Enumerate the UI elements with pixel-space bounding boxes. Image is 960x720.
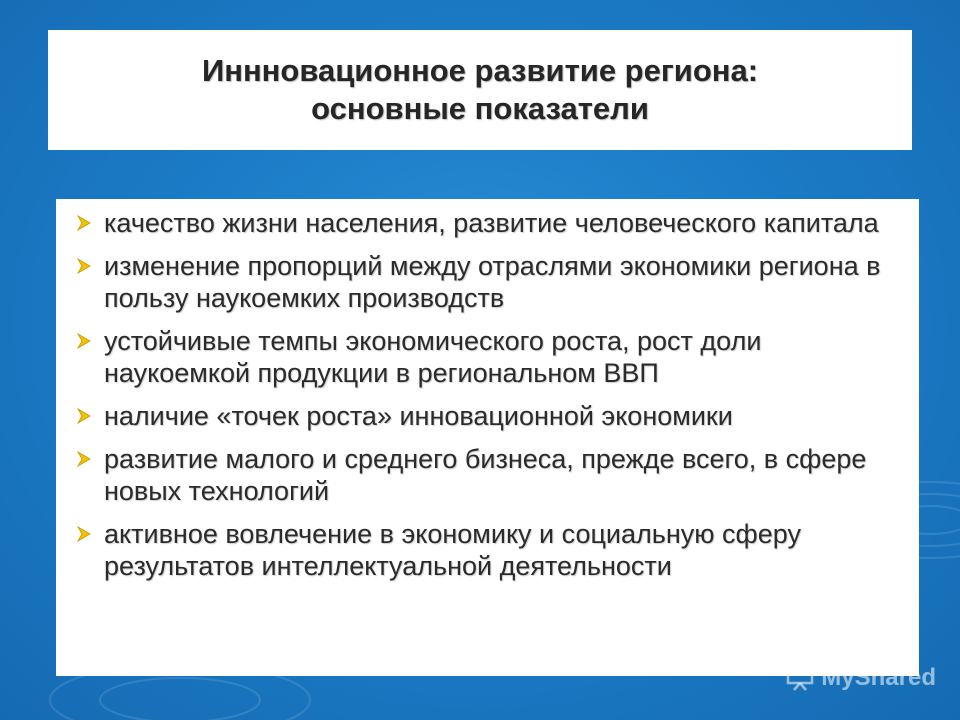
- list-item-text: устойчивые темпы экономического роста, рост доли наукоемкой продукции в региональном ВВП: [104, 326, 762, 388]
- arrowhead-bullet-icon: [76, 408, 92, 424]
- content-panel: [56, 199, 919, 676]
- arrowhead-bullet-icon: [76, 333, 92, 349]
- list-item: [72, 400, 903, 432]
- list-item-text: развитие малого и среднего бизнеса, прежде всего, в сфере новых технологий: [104, 444, 867, 506]
- arrowhead-bullet-icon: [76, 258, 92, 274]
- list-item: [72, 443, 903, 507]
- list-item-text: изменение пропорций между отраслями экономики региона в пользу наукоемких производств: [104, 251, 881, 313]
- slide-title-line-1: Иннновационное развитие региона:: [201, 53, 759, 88]
- indicator-list: [72, 207, 903, 582]
- slide-title-line-2: основные показатели: [311, 91, 649, 126]
- myshared-watermark: [785, 664, 936, 692]
- watermark-text: MyShared: [821, 664, 936, 691]
- list-item: [72, 518, 903, 582]
- title-panel: [48, 30, 912, 150]
- list-item-text: качество жизни населения, развитие человеческого капитала: [104, 208, 879, 238]
- arrowhead-bullet-icon: [76, 215, 92, 231]
- arrowhead-bullet-icon: [76, 526, 92, 542]
- list-item-text: наличие «точек роста» инновационной экономики: [104, 401, 733, 431]
- list-item: [72, 207, 903, 239]
- arrowhead-bullet-icon: [76, 451, 92, 467]
- list-item-text: активное вовлечение в экономику и социальную сферу результатов интеллектуальной деятельности: [104, 519, 801, 581]
- list-item: [72, 325, 903, 389]
- presentation-icon: [785, 665, 815, 691]
- list-item: [72, 250, 903, 314]
